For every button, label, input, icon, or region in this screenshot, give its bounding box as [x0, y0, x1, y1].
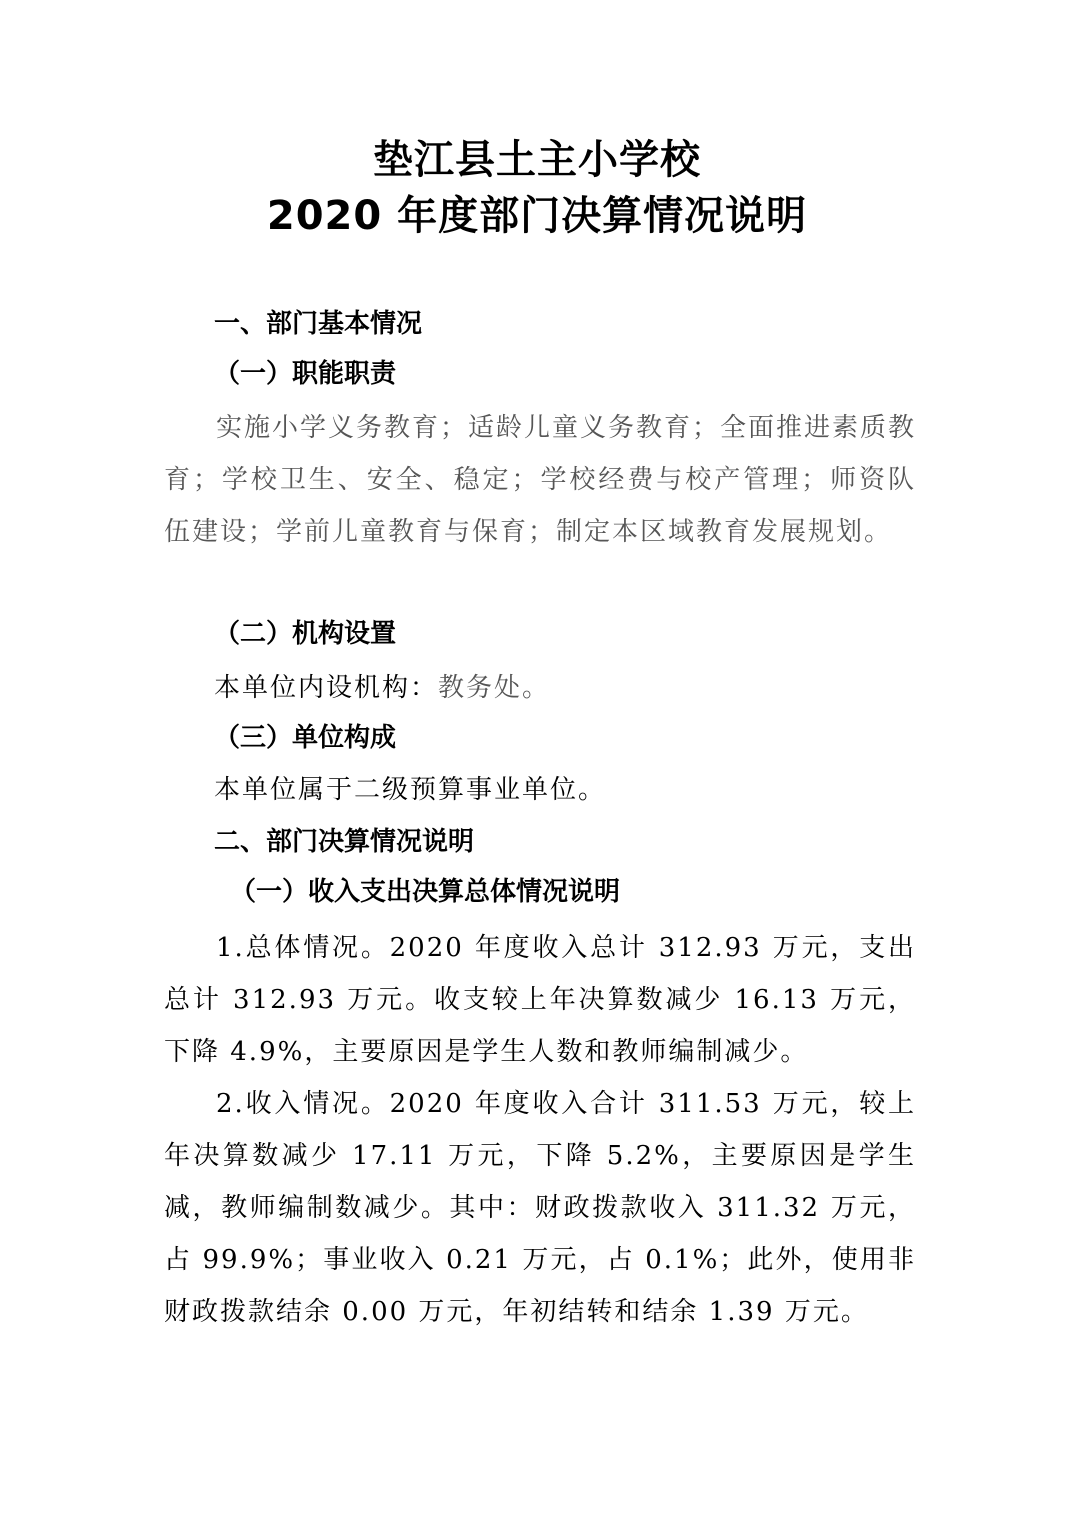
paragraph-income: 2.收入情况。2020 年度收入合计 311.53 万元，较上年决算数减少 17.11 万元，下降 5.2%，主要原因是学生减，教师编制数减少。其中：财政拨款收入 311.32 万元，占 99.9%；事业收入 0.21 万元，占 0.1%；此外，使用非财政拨款结余 0.00 万元，年初结转和结余 1.39 万元。	[164, 1089, 916, 1327]
section-heading-final-accounts: 二、部门决算情况说明	[214, 827, 475, 857]
paragraph-organization	[214, 670, 550, 706]
paragraph-functions: 实施小学义务教育；适龄儿童义务教育；全面推进素质教育；学校卫生、安全、稳定；学校经费与校产管理；师资队伍建设；学前儿童教育与保育；制定本区域教育发展规划。	[164, 413, 917, 547]
organization-label: 本单位内设机构：	[214, 673, 439, 703]
section-heading-basic-info: 一、部门基本情况	[214, 309, 423, 339]
document-subtitle: 2020 年度部门决算情况说明	[266, 193, 808, 239]
subsection-heading-composition: （三）单位构成	[214, 723, 397, 753]
subsection-heading-overall: （一）收入支出决算总体情况说明	[230, 877, 621, 907]
subsection-heading-functions: （一）职能职责	[214, 359, 397, 389]
organization-value: 教务处。	[438, 673, 551, 703]
paragraph-overall: 1.总体情况。2020 年度收入总计 312.93 万元，支出总计 312.93 万元。收支较上年决算数减少 16.13 万元，下降 4.9%，主要原因是学生人数和教师编制减少。	[164, 933, 916, 1067]
document-title: 垫江县土主小学校	[373, 137, 701, 183]
subsection-heading-organization: （二）机构设置	[214, 619, 397, 649]
paragraph-composition: 本单位属于二级预算事业单位。	[214, 775, 607, 805]
